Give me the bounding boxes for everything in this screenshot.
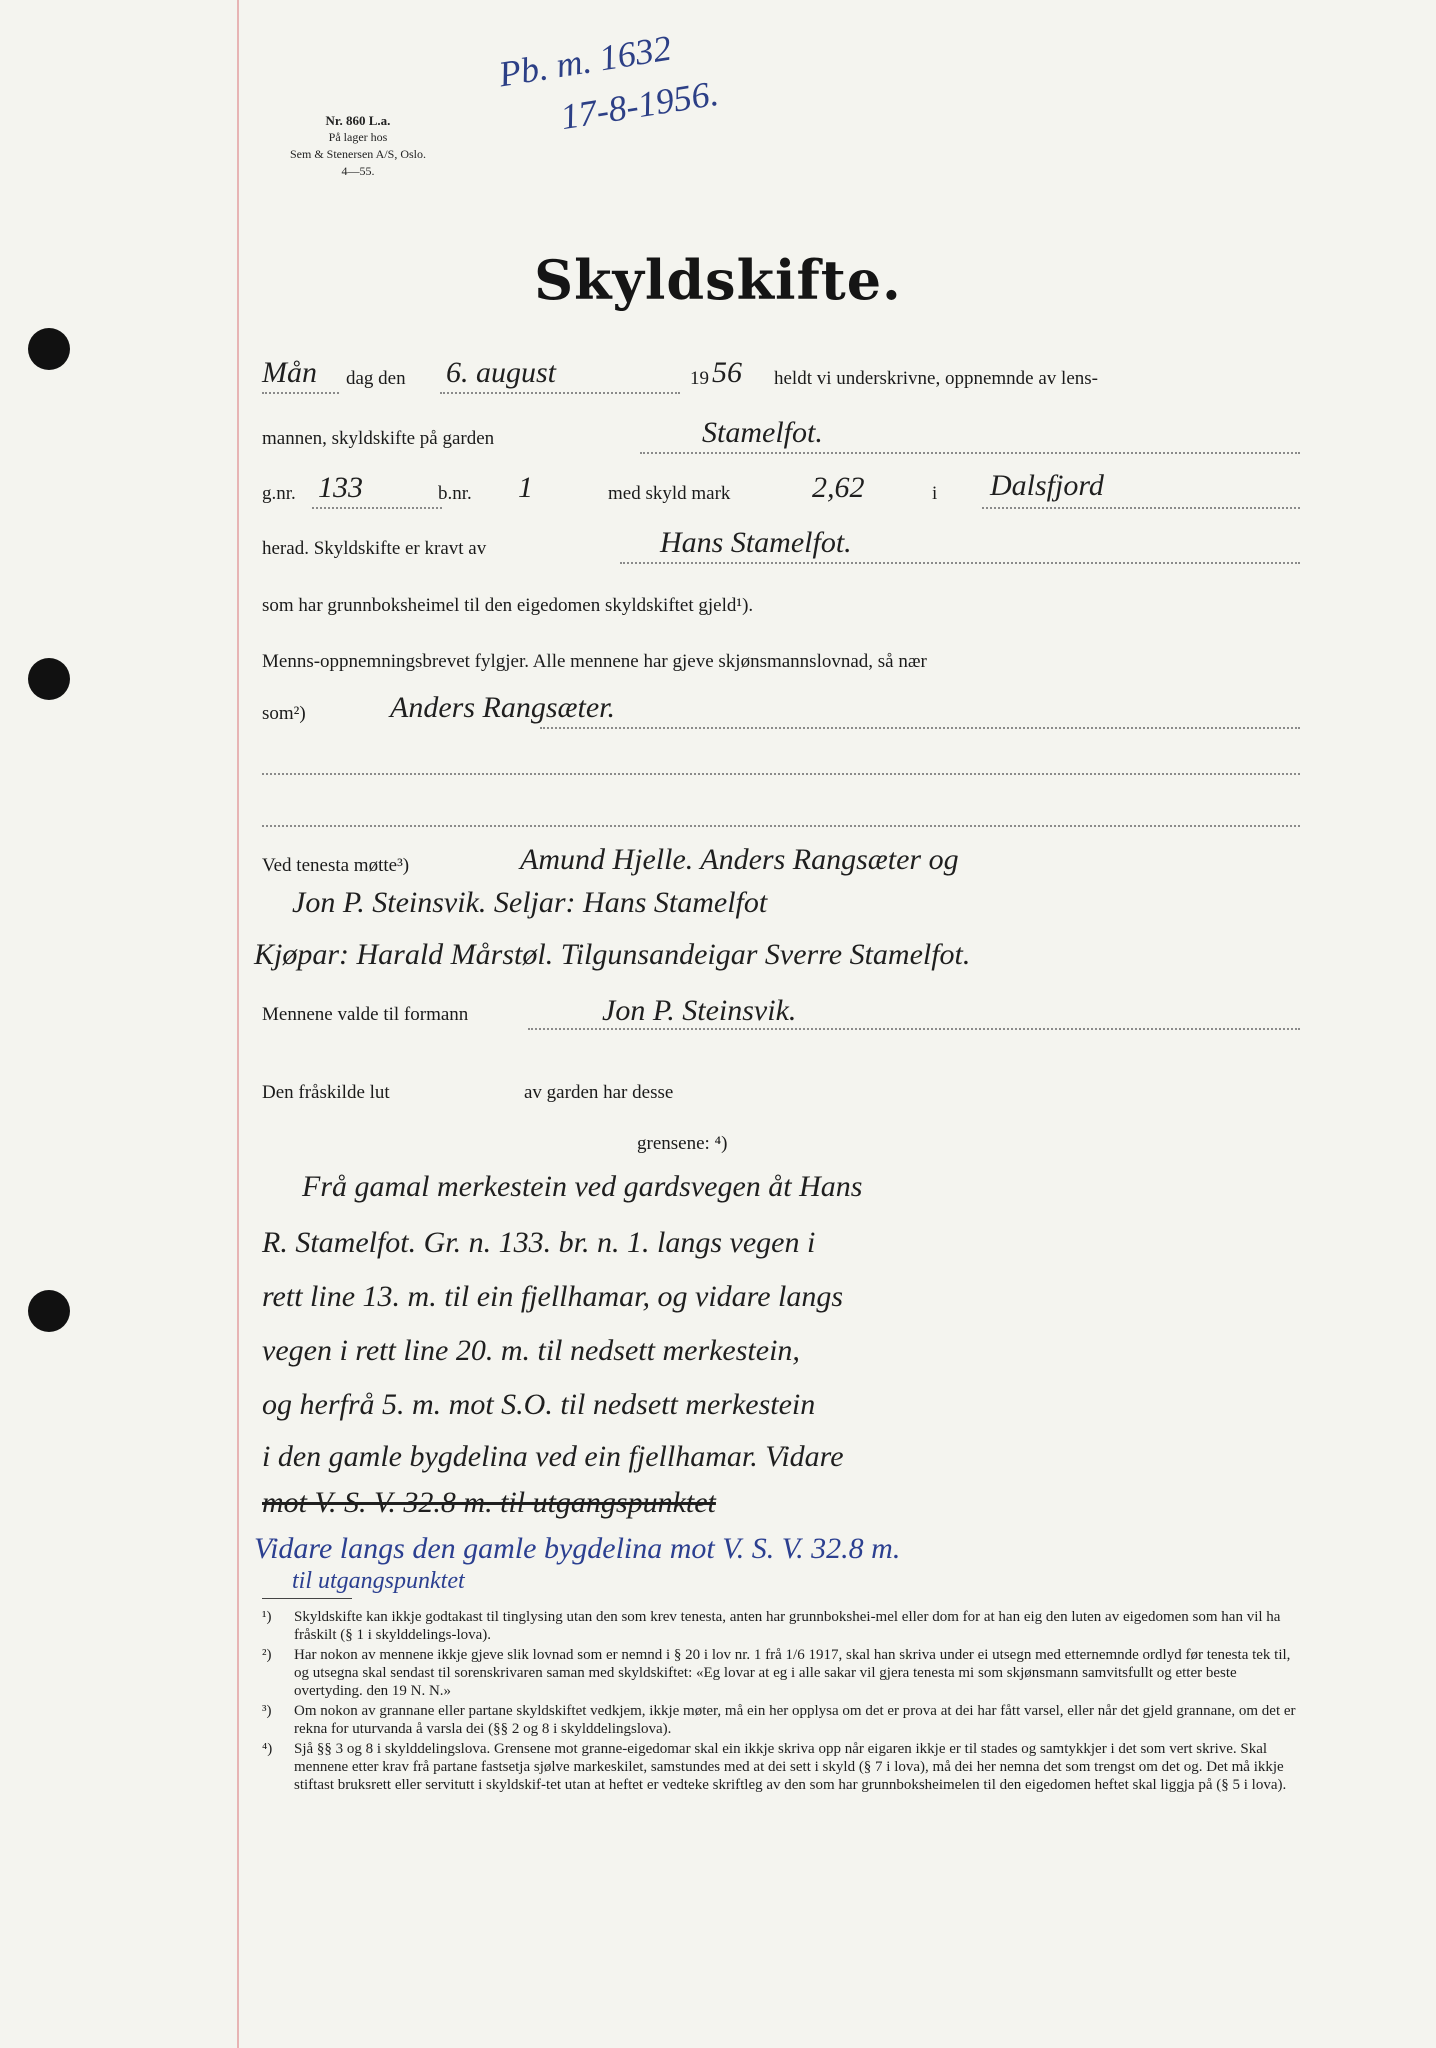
footnote-3 xyxy=(262,1702,1302,1738)
gnr-hw: 133 xyxy=(318,471,363,504)
attendees-seller-hw: Jon P. Steinsvik. Seljar: Hans Stamelfot xyxy=(292,886,768,919)
chairman-hw: Jon P. Steinsvik. xyxy=(602,994,797,1027)
label-av-garden: av garden har desse xyxy=(524,1082,674,1103)
dotted-line xyxy=(440,392,680,394)
footnote-1 xyxy=(262,1608,1302,1644)
footnote-text: Sjå §§ 3 og 8 i skylddelingslova. Grensene mot granne-eigedomar skal ein ikkje skriva opp når eigaren ikkje er til stades og samtykkjer i det som vert skrive. Skal mennene etter krav frå partane fastsetja sjølve markeskilet, samstundes med at dei sett i skyld (§ 7 i lova), må dei her nemna det som trengst om det og. Det må ikkje stiftast bruksrett eller servitutt i skyldskif-tet utan at heftet er vedteke skriftleg av den som har grunnboksheimelen til den eigedomen heftet skal liggja på (§ 5 i lova). xyxy=(294,1741,1287,1793)
label-skyld: med skyld mark xyxy=(608,483,731,504)
dotted-line xyxy=(982,507,1300,509)
boundary-text-struck: mot V. S. V. 32.8 m. til utgangspunktet xyxy=(262,1486,716,1519)
buyer-hw: Kjøpar: Harald Mårstøl. Tilgunsandeigar Sverre Stamelfot. xyxy=(254,938,971,971)
label-bnr: b.nr. xyxy=(438,483,472,504)
label-dag-den: dag den xyxy=(346,368,406,389)
boundary-text: rett line 13. m. til ein fjellhamar, og vidare langs xyxy=(262,1280,844,1313)
label-tenesta-motte: Ved tenesta møtte³) xyxy=(262,855,410,876)
boundary-text: i den gamle bygdelina ved ein fjellhamar. Vidare xyxy=(262,1440,844,1473)
bnr-hw: 1 xyxy=(518,471,533,504)
label-grensene: grensene: ⁴) xyxy=(637,1133,728,1154)
text-menns-oppnemning: Menns-oppnemningsbrevet fylgjer. Alle mennene har gjeve skjønsmannslovnad, så nær xyxy=(262,651,927,672)
date-hw: 6. august xyxy=(446,356,557,389)
dotted-line xyxy=(620,562,1300,564)
footnote-text: Skyldskifte kan ikkje godtakast til tinglysing utan den som krev tenesta, anten har grunnbokshei-mel eller dom for at han eig den luten av eigedomen som han vil ha fråskilt (§ 1 i skylddelings-lova). xyxy=(294,1609,1281,1643)
year-prefix: 19 xyxy=(690,368,709,389)
footnote-4 xyxy=(262,1740,1302,1794)
footnote-rule xyxy=(262,1598,352,1599)
stock-note: På lager hos xyxy=(328,130,388,144)
footnote-mark: ⁴) xyxy=(262,1741,273,1757)
footnote-text: Har nokon av mennene ikkje gjeve slik lovnad som er nemnd i § 20 i lov nr. 1 frå 1/6 1917, skal han skriva under ei utsegn med etternemnde ordlyd før tenesta tek til, og utsegna skal sendast til sorenskrivaren saman med skyldskiftet: «Eg lovar at eg i alle sakar vil gjera tenesta mi som skjønsmann samvitsfullt og etter beste overtyding. den 19 N. N.» xyxy=(294,1647,1291,1699)
label-heldt: heldt vi underskrivne, oppnemnde av lens- xyxy=(774,368,1098,389)
boundary-text-correction: Vidare langs den gamle bygdelina mot V. S. V. 32.8 m. xyxy=(254,1532,901,1565)
label-kravt-av: herad. Skyldskifte er kravt av xyxy=(262,538,487,559)
label-garden: mannen, skyldskifte på garden xyxy=(262,428,495,449)
dotted-line xyxy=(262,392,339,394)
label-i: i xyxy=(932,483,938,504)
boundary-text: Frå gamal merkestein ved gardsvegen åt Hans xyxy=(302,1170,863,1203)
label-gnr: g.nr. xyxy=(262,483,296,504)
punch-hole-icon xyxy=(28,328,70,370)
footnote-2 xyxy=(262,1646,1302,1700)
footnote-mark: ³) xyxy=(262,1703,272,1719)
footnote-mark: ²) xyxy=(262,1647,272,1663)
farm-hw: Stamelfot. xyxy=(702,416,823,449)
requester-hw: Hans Stamelfot. xyxy=(660,526,852,559)
year-hw: 56 xyxy=(712,356,742,389)
dotted-line xyxy=(540,727,1300,729)
label-formann: Mennene valde til formann xyxy=(262,1004,469,1025)
weekday-hw: Mån xyxy=(262,356,317,389)
boundary-text-correction: til utgangspunktet xyxy=(292,1568,465,1594)
punch-hole-icon xyxy=(28,1290,70,1332)
printer-imprint xyxy=(258,112,458,180)
dotted-line xyxy=(262,773,1300,775)
boundary-text: R. Stamelfot. Gr. n. 133. br. n. 1. langs vegen i xyxy=(262,1226,816,1259)
label-som: som²) xyxy=(262,703,306,724)
form-number: Nr. 860 L.a. xyxy=(325,113,391,128)
archive-note-ref: Pb. m. 1632 xyxy=(495,27,675,95)
dotted-line xyxy=(528,1028,1300,1030)
dotted-line xyxy=(640,452,1300,454)
boundary-text: vegen i rett line 20. m. til nedsett merkestein, xyxy=(262,1334,800,1367)
edition: 4—55. xyxy=(341,164,375,178)
footnote-mark: ¹) xyxy=(262,1609,272,1625)
mark-hw: 2,62 xyxy=(812,471,865,504)
exception-name-hw: Anders Rangsæter. xyxy=(390,691,615,724)
footnotes xyxy=(262,1608,1302,1796)
publisher: Sem & Stenersen A/S, Oslo. xyxy=(289,147,426,161)
boundary-text: og herfrå 5. m. mot S.O. til nedsett merkestein xyxy=(262,1388,816,1421)
footnote-text: Om nokon av grannane eller partane skyldskiftet vedkjem, ikkje møter, må ein her opplysa om det er prova at dei har fått varsel, eller når det gjeld grannane, om det er rekna for uturvanda å varsla dei (§§ 2 og 8 i skylddelingslova). xyxy=(294,1703,1296,1737)
dotted-line xyxy=(262,825,1300,827)
archive-note-date: 17-8-1956. xyxy=(557,72,722,138)
attendees-hw: Amund Hjelle. Anders Rangsæter og xyxy=(520,843,959,876)
punch-hole-icon xyxy=(28,658,70,700)
page-title: Skyldskifte. xyxy=(534,248,902,312)
text-grunnboksheimel: som har grunnboksheimel til den eigedomen skyldskiftet gjeld¹). xyxy=(262,595,754,616)
label-fraskilde-lut: Den fråskilde lut xyxy=(262,1082,390,1103)
dotted-line xyxy=(312,507,442,509)
parish-hw: Dalsfjord xyxy=(990,469,1104,502)
